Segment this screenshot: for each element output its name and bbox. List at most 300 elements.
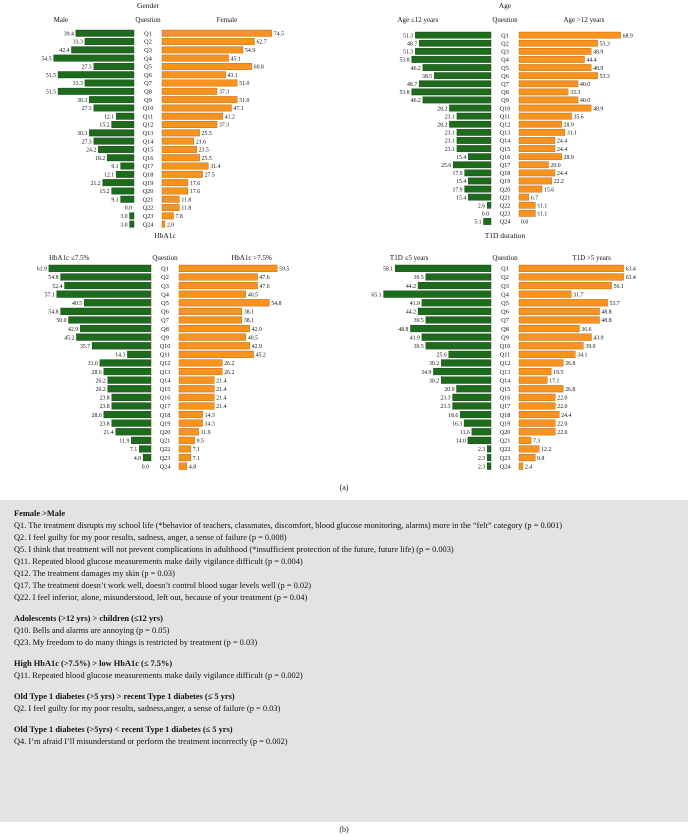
bar-right: [519, 137, 555, 143]
value-label-right: 42.9: [251, 343, 262, 350]
question-label: Q6: [501, 308, 509, 316]
bar-right: [519, 463, 523, 470]
value-label-left: 30.2: [429, 361, 440, 368]
bar-left: [423, 97, 491, 103]
bar-left: [112, 121, 134, 127]
bar-right: [162, 188, 188, 194]
value-label-right: 40.0: [580, 81, 591, 88]
bar-left: [419, 81, 491, 87]
bar-left: [139, 446, 151, 453]
bar-left: [104, 411, 151, 418]
bar-left: [121, 163, 134, 169]
question-label: Q11: [499, 113, 511, 121]
value-label-left: 53.8: [399, 90, 410, 97]
bar-left: [384, 291, 491, 298]
question-label: Q10: [142, 105, 154, 113]
chart-hba1c: [37, 231, 290, 470]
bar-right: [179, 299, 269, 306]
question-label: Q6: [144, 71, 152, 79]
value-label-right: 51.0: [239, 81, 250, 88]
finding-group: [14, 508, 674, 604]
bar-right: [519, 282, 612, 289]
bar-left: [65, 282, 151, 289]
question-label: Q20: [499, 186, 511, 194]
value-label-left: 39.4: [63, 31, 74, 38]
finding-group: [14, 691, 674, 715]
value-label-right: 15.6: [544, 187, 555, 194]
value-label-left: 23.3: [440, 404, 451, 411]
value-label-left: 51.5: [45, 72, 57, 79]
bar-left: [457, 145, 491, 151]
value-label-left: 16.3: [451, 421, 463, 428]
finding-item: Q11. Repeated blood glucose measurements make daily vigilance difficult (p = 0.002): [14, 671, 303, 680]
value-label-left: 23.1: [444, 138, 455, 145]
chart-title: Gender: [136, 1, 160, 10]
bar-right: [179, 334, 246, 341]
bar-right: [179, 428, 199, 435]
value-label-right: 60.8: [253, 64, 264, 71]
value-label-right: 38.1: [243, 309, 255, 316]
value-label-right: 22.0: [557, 395, 568, 402]
value-label-right: 63.4: [625, 275, 636, 282]
bar-left: [468, 154, 491, 160]
bar-left: [487, 446, 491, 453]
value-label-right: 62.7: [256, 39, 267, 46]
value-label-left: 48.7: [407, 41, 418, 48]
question-label: Q14: [159, 377, 171, 385]
bar-right: [179, 394, 214, 401]
chart-gender: [41, 1, 284, 228]
bar-left: [395, 265, 491, 272]
finding-item: Q11. Repeated blood glucose measurements make daily vigilance difficult (p = 0.004): [14, 557, 303, 566]
value-label-right: 7.8: [175, 214, 183, 221]
question-label: Q19: [499, 420, 511, 428]
finding-item: Q5. I think that treatment will not prevent complications in adulthood (*insufficient protection of the future, future life) (p = 0.003): [14, 545, 454, 554]
bar-right: [179, 291, 246, 298]
question-label: Q10: [499, 105, 511, 113]
value-label-left: 26.2: [95, 378, 106, 385]
value-label-right: 48.8: [601, 318, 612, 325]
value-label-left: 45.2: [64, 335, 75, 342]
bar-left: [453, 403, 491, 410]
bar-right: [162, 55, 229, 61]
value-label-right: 7.3: [533, 438, 541, 445]
value-label-right: 11.8: [181, 205, 192, 212]
bar-right: [179, 385, 214, 392]
value-label-right: 51.0: [239, 97, 250, 104]
bar-left: [415, 48, 491, 54]
value-label-right: 23.5: [198, 147, 209, 154]
value-label-left: 15.2: [99, 189, 110, 196]
value-label-left: 44.2: [405, 309, 417, 316]
bar-right: [519, 385, 563, 392]
finding-group-title: Old Type 1 diabetes (>5 yrs) > recent Type 1 diabetes (≤ 5 yrs): [14, 692, 235, 701]
bar-left: [465, 170, 491, 176]
value-label-left: 23.8: [99, 395, 110, 402]
value-label-left: 46.2: [410, 65, 421, 72]
question-label: Q8: [161, 325, 169, 333]
bar-left: [433, 368, 491, 375]
value-label-right: 39.0: [585, 343, 596, 350]
value-label-left: 0.0: [481, 211, 489, 218]
bar-left: [143, 454, 151, 461]
value-label-right: 48.9: [593, 49, 604, 56]
value-label-right: 22.0: [557, 429, 568, 436]
value-label-left: 15.4: [456, 154, 467, 161]
value-label-left: 41.9: [409, 300, 420, 307]
bar-left: [457, 137, 491, 143]
bar-left: [94, 105, 134, 111]
value-label-left: 11.6: [459, 429, 470, 436]
bar-right: [519, 394, 555, 401]
question-label: Q11: [499, 351, 511, 359]
bar-right: [162, 155, 200, 161]
bar-right: [179, 317, 242, 324]
right-series-label: HbA1c >7.5%: [231, 254, 272, 262]
bar-left: [412, 56, 491, 62]
value-label-left: 2.3: [477, 447, 486, 454]
bar-left: [422, 299, 491, 306]
value-label-left: 15.4: [456, 195, 467, 202]
bar-left: [94, 63, 134, 69]
value-label-left: 2.6: [477, 203, 486, 210]
value-label-right: 33.3: [570, 90, 581, 97]
value-label-right: 41.2: [224, 114, 235, 121]
value-label-left: 15.4: [456, 179, 467, 186]
question-label: Q17: [142, 163, 154, 171]
value-label-left: 21.4: [103, 429, 114, 436]
value-label-right: 35.6: [573, 114, 584, 121]
value-label-right: 44.4: [586, 57, 597, 64]
question-label: Q12: [499, 121, 511, 129]
bar-left: [84, 299, 151, 306]
bar-left: [434, 73, 491, 79]
value-label-left: 44.2: [405, 283, 417, 290]
bar-right: [519, 342, 583, 349]
value-label-left: 3.0: [120, 222, 128, 229]
value-label-right: 26.2: [224, 369, 235, 376]
value-label-left: 0.0: [141, 464, 149, 471]
bar-left: [457, 113, 491, 119]
question-header: Question: [135, 16, 161, 24]
value-label-right: 21.6: [195, 139, 207, 146]
bar-left: [49, 265, 151, 272]
value-label-right: 54.9: [244, 48, 256, 55]
bar-left: [54, 55, 134, 61]
question-label: Q7: [501, 317, 509, 325]
value-label-right: 37.3: [219, 122, 230, 129]
question-label: Q6: [161, 308, 169, 316]
question-label: Q3: [501, 48, 509, 56]
value-label-left: 48.8: [398, 326, 409, 333]
bar-right: [519, 129, 565, 135]
value-label-left: 53.8: [399, 57, 410, 64]
bar-right: [519, 411, 559, 418]
bar-right: [179, 420, 203, 427]
question-label: Q12: [159, 360, 171, 368]
value-label-left: 12.1: [103, 172, 115, 179]
value-label-left: 7.1: [130, 447, 138, 454]
bar-right: [179, 325, 250, 332]
bar-left: [116, 428, 151, 435]
question-label: Q20: [499, 428, 511, 436]
finding-group-title: High HbA1c (>7.5%) > low HbA1c (≤ 7.5%): [14, 659, 173, 668]
bar-right: [519, 351, 575, 358]
value-label-left: 27.3: [81, 64, 92, 71]
question-label: Q20: [142, 188, 154, 196]
question-label: Q15: [142, 146, 154, 154]
bar-left: [453, 162, 491, 168]
value-label-left: 52.4: [52, 283, 63, 290]
value-label-left: 2.3: [477, 455, 486, 462]
value-label-right: 24.4: [561, 412, 572, 419]
value-label-right: 31.1: [566, 130, 578, 137]
value-label-right: 43.1: [227, 72, 238, 79]
question-label: Q13: [499, 368, 511, 376]
bar-left: [418, 308, 491, 315]
bar-left: [89, 96, 134, 102]
finding-item: Q2. I feel guilty for my poor results, sadness, anger, a sense of failure (p = 0.008): [14, 533, 287, 542]
question-label: Q4: [144, 55, 152, 63]
value-label-left: 9.1: [111, 164, 119, 171]
value-label-right: 40.5: [247, 335, 258, 342]
question-label: Q22: [499, 202, 511, 210]
question-label: Q13: [159, 368, 171, 376]
question-label: Q9: [501, 97, 509, 105]
chart-title: Age: [498, 1, 512, 10]
value-label-left: 2.3: [477, 464, 486, 471]
bar-right: [179, 368, 222, 375]
bar-left: [487, 202, 491, 208]
bar-left: [423, 64, 491, 70]
value-label-left: 33.3: [72, 39, 83, 46]
value-label-right: 54.8: [271, 300, 282, 307]
bar-right: [519, 308, 600, 315]
bar-right: [162, 47, 243, 53]
bar-right: [162, 121, 217, 127]
bar-right: [519, 317, 600, 324]
left-series-label: T1D ≤5 years: [389, 254, 429, 262]
question-label: Q2: [161, 274, 169, 282]
bar-right: [179, 377, 214, 384]
value-label-right: 63.4: [625, 266, 636, 273]
bar-right: [519, 162, 549, 168]
question-label: Q23: [499, 454, 511, 462]
finding-item: Q1. The treatment disrupts my school life (*behavior of teachers, classmates, discomfort, blood glucose monitoring, alarms) more in the “felt” category (p = 0.001): [14, 521, 563, 530]
question-header: Question: [152, 254, 178, 262]
question-label: Q13: [142, 130, 154, 138]
bar-right: [519, 64, 591, 70]
left-series-label: Male: [53, 16, 69, 24]
bar-left: [94, 138, 134, 144]
bar-right: [162, 113, 223, 119]
bar-left: [483, 218, 491, 224]
value-label-left: 5.1: [474, 219, 482, 226]
question-label: Q24: [499, 218, 511, 226]
question-label: Q22: [142, 204, 154, 212]
value-label-left: 4.8: [133, 455, 142, 462]
value-label-left: 54.8: [48, 309, 59, 316]
chart-title: HbA1c: [154, 231, 176, 240]
question-label: Q4: [501, 56, 509, 64]
question-label: Q1: [501, 265, 509, 273]
value-label-left: 17.9: [452, 187, 463, 194]
value-label-left: 25.6: [441, 162, 452, 169]
value-label-left: 30.2: [429, 378, 440, 385]
bar-right: [179, 437, 195, 444]
bar-right: [519, 105, 591, 111]
value-label-right: 11.1: [537, 203, 548, 210]
bar-right: [519, 145, 555, 151]
finding-group-title: Old Type 1 diabetes (>5yrs) < recent Type 1 diabetes (≤ 5 yrs): [14, 725, 233, 734]
value-label-left: 51.5: [45, 89, 57, 96]
bar-right: [179, 308, 242, 315]
question-label: Q21: [142, 196, 154, 204]
bar-left: [121, 196, 134, 202]
bar-left: [468, 178, 491, 184]
bar-right: [179, 282, 258, 289]
value-label-right: 4.8: [188, 464, 197, 471]
value-label-left: 30.3: [77, 97, 88, 104]
bar-left: [410, 325, 491, 332]
question-label: Q7: [161, 317, 169, 325]
value-label-right: 28.9: [563, 122, 574, 129]
value-label-right: 0.0: [521, 219, 529, 226]
value-label-right: 53.3: [599, 41, 610, 48]
bar-right: [179, 463, 187, 470]
value-label-left: 23.1: [444, 114, 455, 121]
bar-left: [457, 385, 491, 392]
bar-left: [472, 428, 491, 435]
bar-left: [449, 351, 491, 358]
question-label: Q8: [144, 88, 152, 96]
bar-left: [112, 403, 151, 410]
question-label: Q3: [501, 282, 509, 290]
bar-right: [162, 138, 194, 144]
bar-left: [419, 40, 491, 46]
question-label: Q8: [501, 325, 509, 333]
question-label: Q11: [142, 113, 154, 121]
question-label: Q21: [159, 437, 171, 445]
bar-left: [69, 317, 152, 324]
value-label-right: 7.1: [192, 455, 200, 462]
value-label-left: 46.2: [410, 98, 421, 105]
value-label-left: 28.6: [91, 369, 102, 376]
bar-right: [162, 221, 165, 227]
bar-right: [519, 170, 555, 176]
value-label-left: 35.7: [79, 343, 91, 350]
value-label-right: 12.2: [541, 447, 552, 454]
finding-item: Q10. Bells and alarms are annoying (p = 0.05): [14, 626, 170, 635]
bar-left: [100, 360, 151, 367]
right-series-label: Female: [216, 16, 238, 24]
panel-a-label: (a): [339, 483, 349, 492]
bar-left: [112, 420, 151, 427]
value-label-right: 37.3: [219, 89, 230, 96]
question-label: Q15: [499, 145, 511, 153]
question-label: Q15: [159, 385, 171, 393]
value-label-right: 56.1: [613, 283, 624, 290]
bar-right: [162, 96, 237, 102]
value-label-left: 65.1: [371, 292, 382, 299]
value-label-right: 27.5: [204, 172, 215, 179]
bar-left: [116, 113, 134, 119]
question-label: Q10: [499, 342, 511, 350]
value-label-left: 23.1: [444, 146, 455, 153]
bar-left: [116, 171, 134, 177]
bar-right: [519, 210, 535, 216]
value-label-right: 11.1: [537, 211, 548, 218]
bar-right: [519, 97, 578, 103]
value-label-right: 20.0: [550, 162, 561, 169]
question-label: Q7: [501, 80, 509, 88]
question-label: Q14: [499, 377, 511, 385]
bar-right: [519, 437, 531, 444]
value-label-right: 11.8: [181, 197, 192, 204]
bar-left: [460, 411, 491, 418]
value-label-left: 0.0: [124, 205, 132, 212]
bar-right: [179, 446, 191, 453]
question-label: Q3: [161, 282, 169, 290]
chart-t1d-duration: [371, 231, 635, 470]
bar-left: [61, 274, 151, 281]
finding-group-title: Adolescents (>12 yrs) > children (≤12 yrs): [14, 614, 163, 623]
bar-right: [519, 40, 598, 46]
question-label: Q2: [501, 274, 509, 282]
bar-left: [449, 121, 491, 127]
value-label-right: 22.0: [557, 404, 568, 411]
bar-right: [162, 146, 197, 152]
bar-right: [162, 38, 254, 44]
question-label: Q1: [144, 30, 152, 38]
value-label-left: 30.3: [77, 131, 88, 138]
bar-left: [98, 146, 134, 152]
value-label-right: 40.5: [247, 292, 258, 299]
value-label-left: 31.0: [87, 361, 98, 368]
bar-right: [162, 213, 174, 219]
value-label-right: 34.1: [577, 352, 588, 359]
value-label-right: 19.5: [553, 369, 564, 376]
bar-right: [162, 63, 252, 69]
value-label-left: 54.8: [48, 275, 59, 282]
bar-left: [426, 274, 491, 281]
value-label-right: 31.7: [573, 292, 584, 299]
panel-b-label: (b): [339, 825, 349, 834]
bar-right: [519, 274, 624, 281]
bar-left: [130, 213, 134, 219]
value-label-right: 25.5: [201, 131, 212, 138]
value-label-right: 48.9: [593, 106, 604, 113]
bar-right: [162, 30, 272, 36]
finding-item: Q12. The treatment damages my skin (p = 0.03): [14, 569, 175, 578]
value-label-right: 47.6: [259, 283, 270, 290]
value-label-right: 21.4: [216, 404, 227, 411]
value-label-left: 58.1: [382, 266, 394, 273]
question-label: Q23: [159, 454, 171, 462]
bar-left: [468, 194, 491, 200]
value-label-right: 24.4: [556, 146, 568, 153]
value-label-right: 47.1: [233, 106, 244, 113]
question-label: Q13: [499, 129, 511, 137]
bar-left: [107, 155, 134, 161]
value-label-right: 45.1: [230, 56, 241, 63]
bar-right: [519, 56, 584, 62]
left-series-label: Age ≤12 years: [397, 16, 439, 24]
value-label-right: 59.5: [279, 266, 290, 273]
value-label-right: 11.9: [200, 429, 211, 436]
bar-left: [130, 221, 134, 227]
bar-right: [519, 428, 555, 435]
